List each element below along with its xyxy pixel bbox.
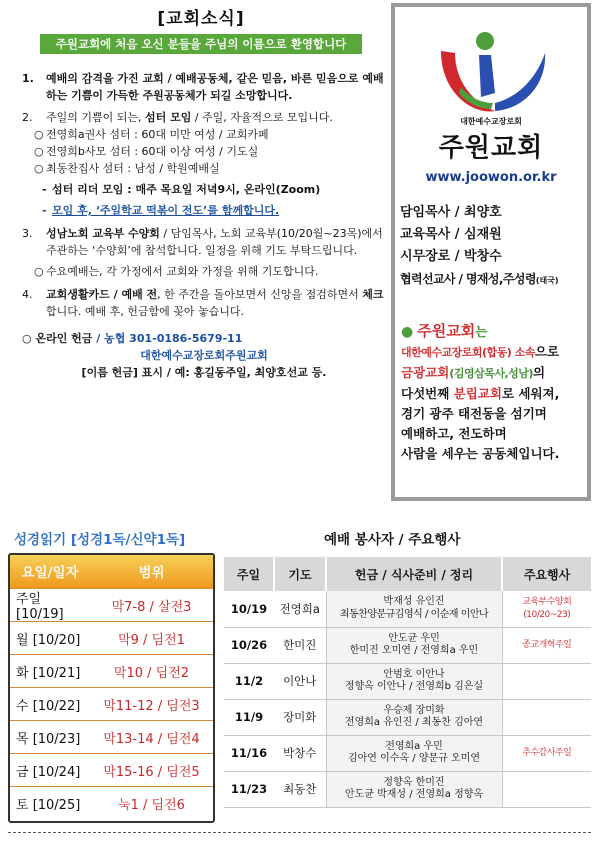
church-logo-icon [433, 23, 551, 119]
table-row: 월 [10/20] 막9 / 딤전1 [10, 622, 213, 655]
header-sunday: 주일 [224, 557, 274, 591]
news-items [16, 70, 386, 381]
news-title: [교회소식] [157, 9, 245, 29]
header-duties: 헌금 / 식사준비 / 정리 [326, 557, 502, 591]
account-holder: 대한예수교장로회주원교회 [140, 349, 268, 362]
header-day: 요일/일자 [21, 565, 79, 581]
care-group-2: ○ 전영희b사모 섬터 : 60대 이상 여성 / 기도실 [34, 145, 259, 158]
staff-education-pastor: 교육목사 / 심재원 [400, 227, 502, 242]
bottom-divider [8, 832, 591, 833]
table-row: 11/23 최동찬 정향옥 한미진 안도균 박재성 / 전영희a 정향옥 [224, 771, 591, 807]
care-group-3: ○ 최동찬집사 섬터 : 남성 / 학원예배실 [34, 162, 220, 175]
staff-missionary: 협력선교사 / 명재성,주성령(태국) [400, 272, 559, 286]
circle-bullet-icon: ○ [34, 265, 44, 278]
header-range: 범위 [138, 565, 165, 581]
church-news [16, 4, 386, 381]
table-row: 11/16 박창수 전영희a 우민 김아연 이수옥 / 양문규 오미연 추수감사주일 [224, 735, 591, 771]
table-row: 금 [10/24] 막15-16 / 딤전5 [10, 754, 213, 787]
table-row: 화 [10/21] 막10 / 딤전2 [10, 655, 213, 688]
table-row: 10/26 한미진 안도균 우민 한미진 오미연 / 전영희a 우민 종교개혁주일 [224, 627, 591, 663]
care-group-1: ○ 전영희a권사 섬터 : 60대 미만 여성 / 교회카페 [34, 128, 269, 141]
circle-bullet-icon: ○ [22, 332, 36, 345]
welcome-banner: 주원교회에 처음 오신 분들을 주님의 이름으로 환영합니다 [40, 34, 362, 54]
news-item-3: 3. 성남노회 교육부 수양회 / 담임목사, 노회 교육부(10/20월~23목)에서 주관하는 ‘수양회’에 참석합니다. 일정을 위해 기도 부탁드립니다. [22, 227, 383, 257]
circle-bullet-icon: ○ [34, 145, 44, 158]
table-row: 주일 [10/19] 막7-8 / 살전3 [10, 589, 213, 622]
table-row: 11/2 이안나 안범호 이안나 정향옥 이안나 / 전영희b 김은실 [224, 663, 591, 699]
after-meeting: - 모임 후, ‘주일학교 떡볶이 전도’를 함께합니다. [42, 204, 280, 217]
offering-note: [이름 헌금] 표시 / 예: 홍길동주일, 최양호선교 등. [81, 366, 327, 379]
circle-bullet-icon: ○ [34, 162, 44, 175]
table-row: 11/9 장미화 우승제 장미화 전영희a 유인진 / 최동찬 김아연 [224, 699, 591, 735]
staff-senior-pastor: 담임목사 / 최양호 [400, 205, 502, 220]
table-row: 토 [10/25] 눅1 / 딤전6 [16, 798, 185, 813]
church-info-box [391, 3, 591, 501]
bullet-icon: ● [401, 324, 414, 340]
header-events: 주요행사 [502, 557, 591, 591]
table-row: 수 [10/22] 막11-12 / 딤전3 [10, 688, 213, 721]
bible-reading-table [8, 553, 215, 823]
service-schedule-title: 예배 봉사자 / 주요행사 [324, 532, 461, 548]
staff-list [400, 202, 559, 292]
circle-bullet-icon: ○ [34, 128, 44, 141]
table-row: 목 [10/23] 막13-14 / 딤전4 [10, 721, 213, 754]
church-website-link[interactable]: www.joowon.or.kr [425, 170, 557, 185]
church-name: 주원교회 [438, 133, 544, 163]
news-item-1: 1. 예배의 감격을 가진 교회 / 예배공동체, 같은 믿음, 바른 믿음으로 예배하는 기쁨이 가득한 주원공동체가 되길 소망합니다. [22, 72, 384, 102]
header-prayer: 기도 [274, 557, 326, 591]
wednesday-worship: ○ 수요예배는, 각 가정에서 교회와 가정을 위해 기도합니다. [34, 265, 319, 278]
online-offering: ○ 온라인 헌금 / 농협 301-0186-5679-11 대한예수교장로회주원교회 [이름 헌금] 표시 / 예: 홍길동주일, 최양호선교 등. [16, 330, 386, 381]
leader-meeting: - 섬터 리더 모임 : 매주 목요일 저녁9시, 온라인(Zoom) [42, 183, 321, 196]
church-introduction: ● 주원교회는 대한예수교장로회(합동) 소속으로 금광교회(김영삼목사,성남)의 다섯번째 분립교회로 세워져, 경기 광주 태전동을 섬기며 예배하고, 전도하며 사람을 세우는 공동체입니다. [401, 322, 560, 461]
staff-elder: 시무장로 / 박창수 [400, 249, 502, 264]
service-schedule-table [224, 557, 591, 808]
news-item-4: 4. 교회생활카드 / 예배 전, 한 주간을 돌아보면서 신앙을 점검하면서 체크합니다. 예배 후, 헌금함에 꽂아 놓습니다. [22, 288, 384, 318]
denomination-label: 대한예수교장로회 [460, 117, 522, 126]
table-row: 10/19 전영희a 박재성 유인진 최동찬양문규김영식 / 이순재 이안나 교육부수양회 (10/20~23) [224, 591, 591, 627]
news-item-2: 2. 주일의 기쁨이 되는, 섬터 모임 / 주일, 자율적으로 모입니다. [22, 111, 333, 124]
bible-reading-title: 성경읽기 [성경1독/신약1독] [14, 532, 186, 548]
bible-table-header [10, 555, 213, 589]
